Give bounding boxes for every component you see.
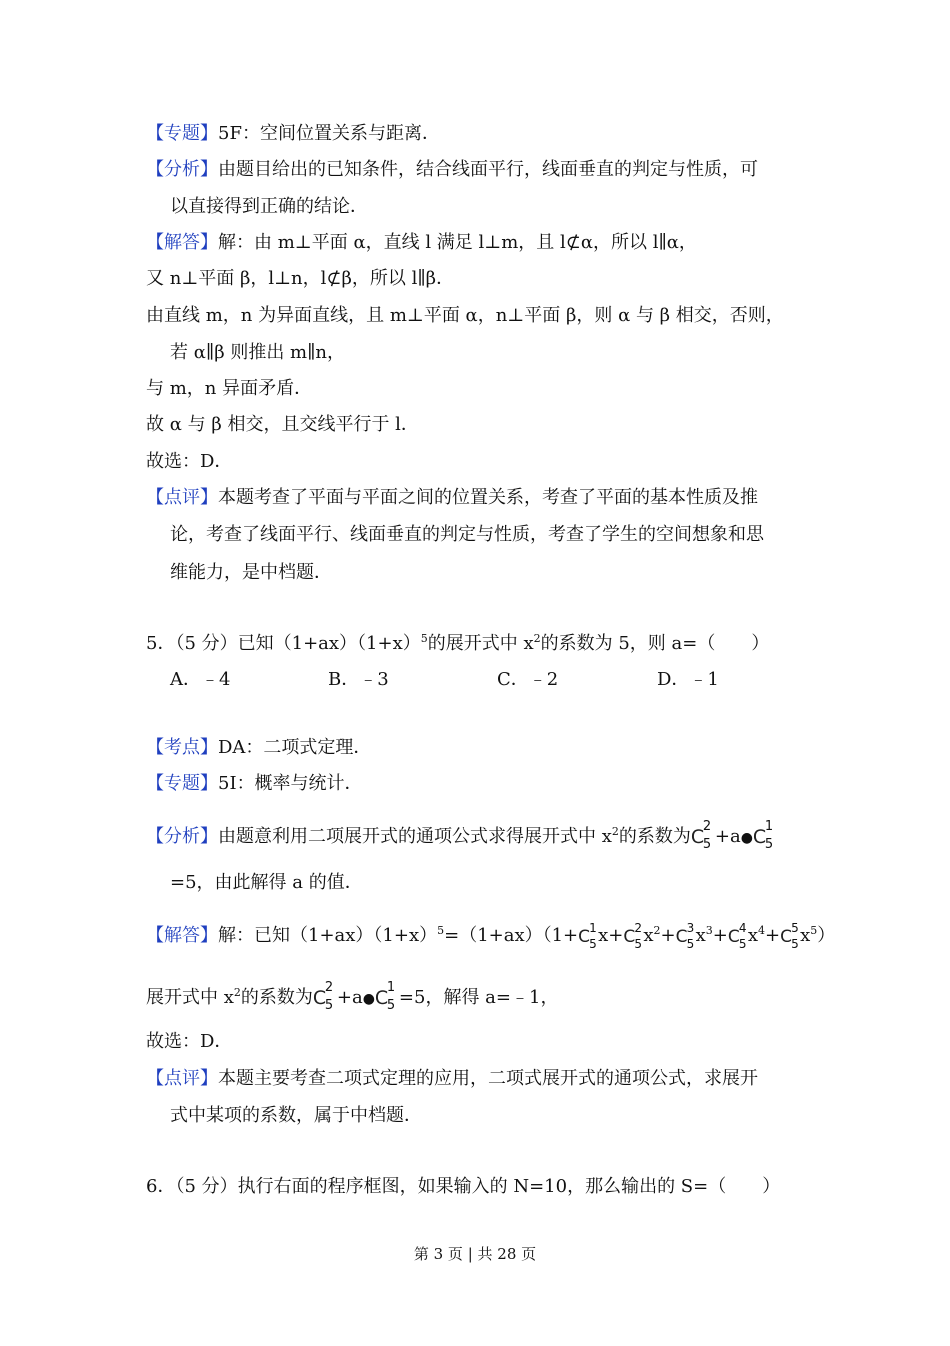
- multiply-dot-icon: ●: [362, 991, 375, 1007]
- term-x: x+: [598, 925, 624, 946]
- q6-stem: 6．（5 分）执行右面的程序框图，如果输入的 N=10，那么输出的 S=（ ）: [146, 1176, 781, 1197]
- dianping-tag: 【点评】: [146, 487, 218, 508]
- q5-answer: 故选：D．: [146, 1031, 233, 1052]
- plus: +: [660, 925, 676, 946]
- kaodian-text: DA：二项式定理．: [218, 737, 372, 758]
- jieda-mid: =（1+ax）（1+: [444, 925, 579, 946]
- jieda-tag: 【解答】: [146, 232, 218, 253]
- q5-stem-post: 的系数为 5，则 a=（ ）: [540, 633, 770, 654]
- q5-stem-exponent: 5: [420, 632, 428, 645]
- exp-4: 4: [758, 924, 766, 937]
- zhuanti-tag: 【专题】: [146, 773, 218, 794]
- zhuanti-tag: 【专题】: [146, 123, 218, 144]
- q5-stem: [146, 632, 769, 656]
- combination-c5-5: C 5 5: [780, 921, 799, 951]
- q5-stem-mid: 的展开式中 x: [427, 633, 534, 654]
- fenxi-mid: 的系数为: [618, 826, 691, 847]
- q4-dianping: [146, 486, 758, 510]
- line2-exponent: 2: [233, 986, 241, 999]
- dianping-line-1: 本题考查了平面与平面之间的位置关系，考查了平面的基本性质及推: [218, 487, 758, 508]
- jieda-pre: 解：已知（1+ax）（1+x）: [218, 925, 438, 946]
- combination-c5-2: C 2 5: [690, 819, 712, 852]
- q5-jieda-line-2: [146, 982, 558, 1012]
- combination-c5-1: C 1 5: [374, 980, 396, 1013]
- term-x5: x: [800, 925, 811, 946]
- line2-mid: 的系数为: [240, 987, 313, 1008]
- term-x4: x: [747, 925, 759, 946]
- exp-5: 5: [810, 924, 818, 937]
- kaodian-tag: 【考点】: [146, 737, 218, 758]
- zhuanti-text: 5F：空间位置关系与距离．: [218, 123, 440, 144]
- fenxi-tag: 【分析】: [146, 826, 218, 847]
- dianping-line-1: 本题主要考查二项式定理的应用，二项式展开式的通项公式，求展开: [218, 1068, 758, 1089]
- jieda-exponent: 5: [437, 924, 445, 937]
- q4-dianping-line-3: 维能力，是中档题．: [170, 562, 332, 583]
- q5-option-b: B．﹣3: [328, 669, 389, 690]
- jieda-tag: 【解答】: [146, 925, 218, 946]
- plus: +: [712, 925, 728, 946]
- multiply-dot-icon: ●: [740, 830, 753, 846]
- plus: +: [765, 925, 781, 946]
- q5-dianping: [146, 1067, 758, 1091]
- term-x2: x: [643, 925, 654, 946]
- q5-kaodian: [146, 736, 371, 760]
- fenxi-exponent: 2: [611, 825, 619, 838]
- q5-option-a: A．﹣4: [170, 669, 231, 690]
- q4-jieda-line-5: 与 m，n 异面矛盾．: [146, 378, 313, 399]
- dianping-tag: 【点评】: [146, 1068, 218, 1089]
- q5-fenxi-line-2: =5，由此解得 a 的值．: [170, 872, 363, 893]
- q4-jieda-line-3: 由直线 m，n 为异面直线，且 m⊥平面 α，n⊥平面 β，则 α 与 β 相交，否则，: [146, 305, 784, 326]
- page-footer: 第 3 页 | 共 28 页: [413, 1245, 537, 1263]
- combination-c5-1: C 1 5: [578, 921, 597, 951]
- q4-fenxi: [146, 158, 758, 182]
- q5-jieda: [146, 920, 835, 950]
- jieda-line-1: 解：由 m⊥平面 α，直线 l 满足 l⊥m，且 l⊄α，所以 l∥α，: [218, 232, 697, 253]
- exp-3: 3: [705, 924, 713, 937]
- exp-2: 2: [653, 924, 661, 937]
- q5-option-c: C．﹣2: [497, 669, 559, 690]
- q4-jieda-line-4: 若 α∥β 则推出 m∥n，: [170, 342, 346, 363]
- combination-c5-3: C 3 5: [675, 921, 695, 951]
- term-x3: x: [695, 925, 706, 946]
- q4-dianping-line-2: 论，考查了线面平行、线面垂直的判定与性质，考查了学生的空间想象和思: [170, 524, 764, 545]
- q4-jieda-line-2: 又 n⊥平面 β，l⊥n，l⊄β，所以 l∥β．: [146, 268, 455, 289]
- q5-dianping-line-2: 式中某项的系数，属于中档题．: [170, 1105, 422, 1126]
- q5-stem-exponent-2: 2: [533, 632, 541, 645]
- q4-jieda: [146, 231, 697, 255]
- line2-post: =5，解得 a=﹣1，: [398, 987, 559, 1008]
- q4-answer: 故选：D．: [146, 451, 233, 472]
- combination-c5-2: C 2 5: [312, 980, 334, 1013]
- close-paren: ）: [817, 925, 836, 946]
- combination-c5-1: C 1 5: [752, 819, 774, 852]
- q5-stem-pre: 5．（5 分）已知（1+ax）（1+x）: [146, 633, 421, 654]
- q5-fenxi: [146, 821, 777, 851]
- fenxi-pre: 由题意利用二项展开式的通项公式求得展开式中 x: [218, 826, 612, 847]
- combination-c5-4: C 4 5: [727, 921, 747, 951]
- fenxi-a: +a: [714, 826, 741, 847]
- q4-zhuanti: [146, 122, 440, 146]
- q5-option-d: D．﹣1: [657, 669, 719, 690]
- zhuanti-text: 5I：概率与统计．: [218, 773, 363, 794]
- combination-c5-2: C 2 5: [623, 921, 643, 951]
- fenxi-line-1: 由题目给出的已知条件，结合线面平行，线面垂直的判定与性质，可: [218, 159, 758, 180]
- q4-fenxi-line-2: 以直接得到正确的结论．: [170, 196, 368, 217]
- line2-pre: 展开式中 x: [146, 987, 234, 1008]
- line2-a: +a: [336, 987, 363, 1008]
- fenxi-tag: 【分析】: [146, 159, 218, 180]
- q5-zhuanti: [146, 772, 363, 796]
- q4-jieda-line-6: 故 α 与 β 相交，且交线平行于 l．: [146, 414, 419, 435]
